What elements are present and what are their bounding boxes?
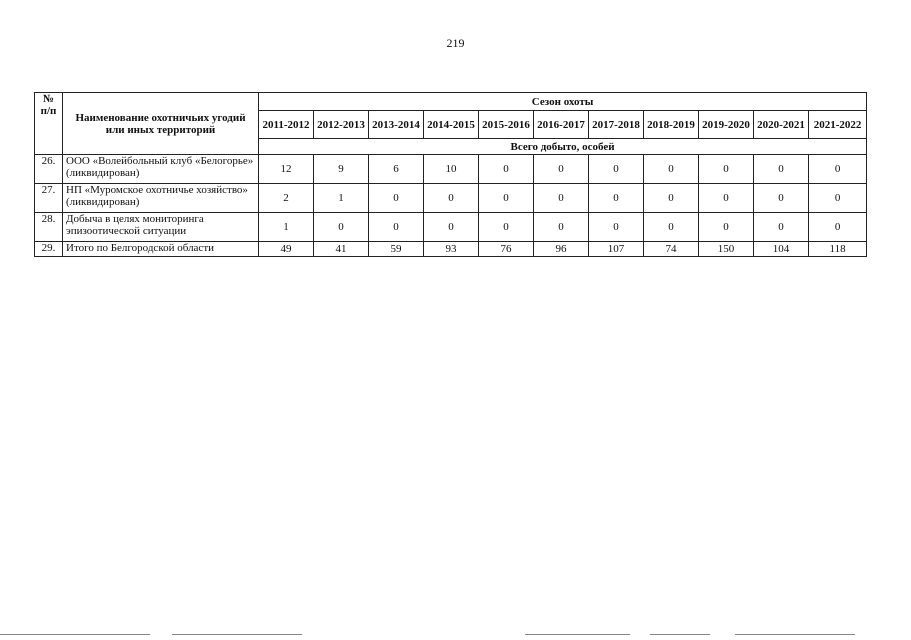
row-value: 0 [479,155,534,184]
row-number: 28. [35,213,63,242]
header-season: 2021-2022 [809,111,867,139]
row-value: 0 [644,213,699,242]
row-value: 0 [424,184,479,213]
row-value: 12 [259,155,314,184]
row-value: 2 [259,184,314,213]
row-value: 1 [314,184,369,213]
row-value: 0 [314,213,369,242]
scan-edge-line [172,634,302,635]
scan-edge-line [650,634,710,635]
page-number: 219 [446,36,465,50]
row-value: 9 [314,155,369,184]
header-season: 2014-2015 [424,111,479,139]
row-value: 118 [809,242,867,257]
row-value: 0 [754,155,809,184]
header-season: 2015-2016 [479,111,534,139]
row-value: 59 [369,242,424,257]
header-season: 2019-2020 [699,111,754,139]
header-season: 2018-2019 [644,111,699,139]
row-number: 26. [35,155,63,184]
table-row [35,184,867,213]
header-season: 2020-2021 [754,111,809,139]
header-season: 2011-2012 [259,111,314,139]
header-season: 2017-2018 [589,111,644,139]
table-row-total [35,242,867,257]
header-territory-name: Наименование охотничьих угодий или иных территорий [63,93,259,155]
row-territory-name: Добыча в целях мониторинга эпизоотической ситуации [63,213,259,242]
row-value: 0 [699,184,754,213]
header-row-number-text: № п/п [40,93,57,117]
row-value: 96 [534,242,589,257]
row-value: 104 [754,242,809,257]
row-value: 10 [424,155,479,184]
row-value: 0 [589,184,644,213]
row-value: 41 [314,242,369,257]
table-row [35,213,867,242]
hunting-statistics-table [34,92,867,257]
row-value: 0 [424,213,479,242]
row-value: 0 [644,155,699,184]
row-territory-name: Итого по Белгородской области [63,242,259,257]
row-value: 0 [699,213,754,242]
row-value: 0 [809,155,867,184]
row-value: 1 [259,213,314,242]
row-value: 74 [644,242,699,257]
row-value: 0 [589,213,644,242]
row-value: 0 [589,155,644,184]
row-number: 29. [35,242,63,257]
header-hunting-season: Сезон охоты [259,93,867,111]
row-value: 107 [589,242,644,257]
row-value: 0 [809,213,867,242]
header-total-harvested: Всего добыто, особей [259,139,867,155]
table-row [35,155,867,184]
row-value: 0 [369,213,424,242]
row-value: 0 [809,184,867,213]
row-value: 0 [699,155,754,184]
row-value: 0 [534,184,589,213]
row-value: 93 [424,242,479,257]
row-number: 27. [35,184,63,213]
row-value: 0 [369,184,424,213]
row-value: 0 [479,184,534,213]
row-value: 0 [754,213,809,242]
header-season: 2016-2017 [534,111,589,139]
row-value: 0 [479,213,534,242]
scan-edge-line [525,634,630,635]
header-row-number [35,93,63,155]
row-value: 0 [754,184,809,213]
row-value: 0 [534,213,589,242]
header-season: 2012-2013 [314,111,369,139]
header-season: 2013-2014 [369,111,424,139]
row-value: 0 [534,155,589,184]
row-value: 150 [699,242,754,257]
row-territory-name: НП «Муромское охотничье хозяйство» (ликвидирован) [63,184,259,213]
row-value: 49 [259,242,314,257]
scan-edge-line [735,634,855,635]
scan-edge-line [0,634,150,635]
row-value: 76 [479,242,534,257]
row-value: 0 [644,184,699,213]
row-value: 6 [369,155,424,184]
row-territory-name: ООО «Волейбольный клуб «Белогорье» (ликвидирован) [63,155,259,184]
